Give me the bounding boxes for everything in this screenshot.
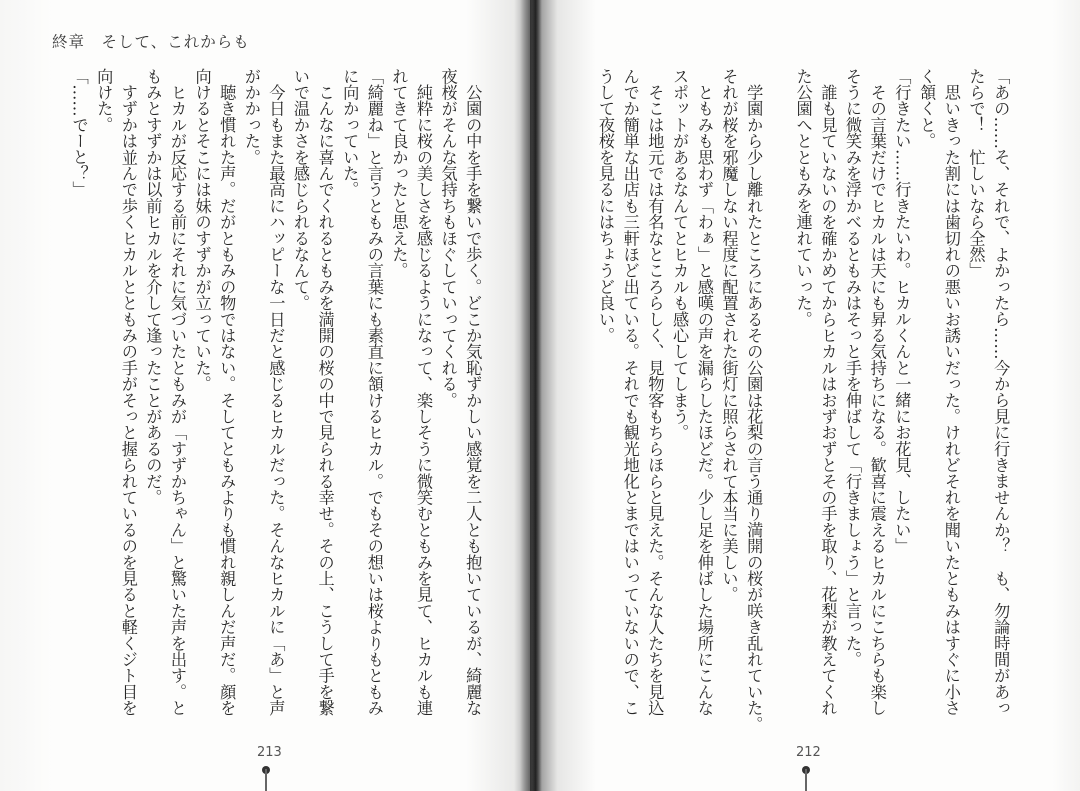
text-column: そこは地元では有名なところらしく、見物客もちらほらと見えた。そんな人たちを見込 [645, 68, 665, 716]
page-number-213: 213 [257, 745, 282, 760]
text-column: そうに微笑みを浮かべるともみはそっと手を伸ばして「行きましょう」と言った。 [843, 68, 862, 668]
text-column: うして夜桜を見るにはちょうど良い。 [596, 68, 615, 344]
text-column: 向けるとそこには妹のすずかが立っていた。 [192, 68, 212, 392]
text-column: 「行きたい……行きたいわ。ヒカルくんと一緒にお花見、したい」 [892, 68, 912, 554]
text-column: 聴き慣れた声。だがともみの物ではない。そしてともみよりも慣れ親しんだ声だ。顔を [217, 68, 237, 716]
text-column: く頷くと。 [917, 68, 937, 149]
text-column: たらで！ 忙しいなら全然」 [966, 68, 986, 279]
text-column: 今日もまた最高にハッピーな一日だと感じるヒカルだった。そんなヒカルに「あ」と声 [266, 68, 286, 716]
text-column: に向かっていた。 [340, 68, 360, 198]
text-column: んでか簡単な出店も三軒ほど出ている。それでも観光地化とまではいっていないので、こ [620, 68, 640, 716]
text-column: それが桜を邪魔しない程度に配置された街灯に照らされて本当に美しい。 [719, 68, 739, 603]
text-column: がかかった。 [241, 68, 261, 166]
text-column: 公園の中を手を繋いで歩く。どこか気恥ずかしい感覚を二人とも抱いているが、綺麗な [463, 68, 483, 716]
text-column: スポットがあるなんてとヒカルも感心してしまう。 [670, 68, 690, 441]
text-column: れてきて良かったと思えた。 [389, 68, 409, 279]
text-column: ともみも思わず「わぁ」と感嘆の声を漏らしたほどだ。少し足を伸ばした場所にこんな [694, 68, 714, 716]
text-column: すずかは並んで歩くヒカルとともみの手がそっと握られているのを見ると軽くジト目を [118, 68, 138, 716]
text-column: 純粋に桜の美しさを感じるようになって、楽しそうに微笑むともみを見て、ヒカルも連 [414, 68, 433, 716]
text-column: ヒカルが反応する前にそれに気づいたともみが「すずかちゃん」と驚いた声を出す。と [168, 68, 187, 716]
text-column: もみとすずかは以前ヒカルを介して逢ったことがあるのだ。 [143, 68, 163, 506]
text-column: 誰も見ていないのを確かめてからヒカルはおずおずとその手を取り、花梨が教えてくれ [818, 68, 838, 716]
text-column: 「あの……そ、それで、よかったら……今から見に行きませんか？ も、勿論時間があっ [991, 68, 1011, 716]
text-column: 「綺麗ね」と言うともみの言葉にも素直に頷けるヒカル。でもその想いは桜よりもともみ [364, 68, 384, 716]
text-column: 「……でーと？」 [69, 68, 89, 198]
text-column: 学園から少し離れたところにあるその公園は花梨の言う通り満開の桜が咲き乱れていた。 [744, 68, 764, 733]
folio-line-marker [265, 769, 267, 791]
text-column: 思いきった割には歯切れの悪いお誘いだった。けれどそれを聞いたともみはすぐに小さ [941, 68, 961, 716]
text-column: その言葉だけでヒカルは天にも昇る気持ちになる。歓喜に震えるヒカルにこちらも楽し [867, 68, 887, 716]
text-column: いで温かさを感じられるなんて。 [291, 68, 310, 311]
text-column: こんなに喜んでくれるともみを満開の桜の中で見られる幸せ。その上、こうして手を繋 [315, 68, 335, 716]
text-column: 夜桜がそんな気持ちもほぐしていってくれる。 [438, 68, 458, 409]
text-column: た公園へとともみを連れていった。 [793, 68, 813, 328]
folio-line-marker [805, 769, 807, 791]
chapter-running-head: 終章 そして、これからも [52, 33, 250, 51]
page-number-212: 212 [796, 745, 821, 760]
text-column: 向けた。 [94, 68, 114, 133]
book-spine-shadow [520, 0, 542, 791]
